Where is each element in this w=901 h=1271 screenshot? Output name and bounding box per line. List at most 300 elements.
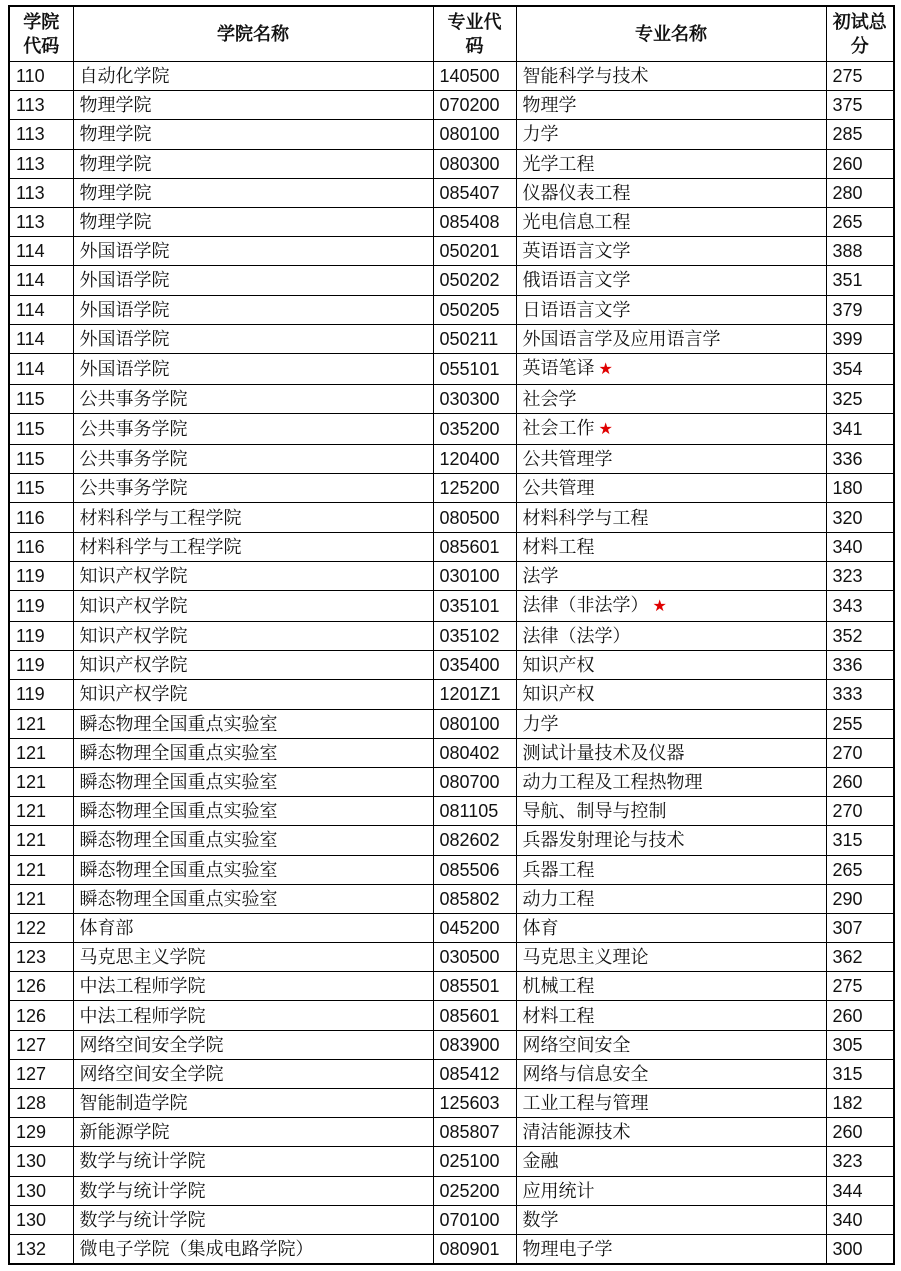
major-name: 工业工程与管理 (522, 1093, 649, 1114)
header-total-score: 初试总分 (826, 6, 894, 62)
major-name: 力学 (522, 713, 559, 734)
college-name-cell (73, 972, 433, 1001)
major-code-cell (433, 972, 516, 1001)
major-code-cell (433, 1176, 516, 1205)
major-code-cell (433, 622, 516, 651)
major-name-cell (516, 622, 826, 651)
college-code-cell (9, 709, 73, 738)
table-row (9, 91, 894, 120)
major-name-cell (516, 709, 826, 738)
college-name-cell (73, 503, 433, 532)
total-score: 362 (832, 947, 863, 968)
table-row (9, 561, 894, 590)
major-name-cell (516, 884, 826, 913)
college-name-cell (73, 237, 433, 266)
major-code: 085407 (439, 182, 500, 203)
college-name: 材料科学与工程学院 (79, 507, 242, 528)
total-score: 315 (832, 830, 863, 851)
college-code: 121 (16, 859, 47, 880)
major-name-cell (516, 1059, 826, 1088)
college-code-cell (9, 120, 73, 149)
college-name: 物理学院 (79, 212, 152, 233)
total-score-cell (826, 1059, 894, 1088)
major-name: 金融 (522, 1151, 559, 1172)
table-row (9, 414, 894, 445)
college-name: 外国语学院 (79, 358, 170, 379)
major-name-cell (516, 1030, 826, 1059)
college-name-cell (73, 414, 433, 445)
college-name: 瞬态物理全国重点实验室 (79, 742, 278, 763)
major-name-cell (516, 767, 826, 796)
major-code-cell (433, 414, 516, 445)
college-code-cell (9, 178, 73, 207)
table-row (9, 1118, 894, 1147)
total-score-cell (826, 943, 894, 972)
college-name-cell (73, 797, 433, 826)
table-row (9, 295, 894, 324)
college-name-cell (73, 1118, 433, 1147)
college-code-cell (9, 622, 73, 651)
college-code-cell (9, 414, 73, 445)
college-code: 114 (16, 270, 45, 291)
table-row (9, 62, 894, 91)
college-name: 公共事务学院 (79, 478, 188, 499)
college-code-cell (9, 767, 73, 796)
major-code: 080100 (439, 124, 500, 145)
major-name: 公共管理 (522, 478, 595, 499)
college-code: 115 (16, 449, 45, 470)
total-score-cell (826, 295, 894, 324)
college-code-cell (9, 384, 73, 413)
college-code: 113 (16, 212, 45, 233)
major-name: 光学工程 (522, 153, 595, 174)
total-score: 340 (832, 1209, 863, 1230)
major-code: 085408 (439, 212, 500, 233)
major-name-cell (516, 1147, 826, 1176)
major-code-cell (433, 913, 516, 942)
table-row (9, 767, 894, 796)
major-name-cell (516, 324, 826, 353)
college-code-cell (9, 797, 73, 826)
major-code-cell (433, 474, 516, 503)
college-code-cell (9, 913, 73, 942)
college-name-cell (73, 1001, 433, 1030)
table-row (9, 178, 894, 207)
college-code: 121 (16, 830, 47, 851)
major-name: 导航、制导与控制 (522, 801, 667, 822)
total-score: 323 (832, 1151, 863, 1172)
major-name-cell (516, 474, 826, 503)
total-score-cell (826, 884, 894, 913)
table-row (9, 913, 894, 942)
major-name: 体育 (522, 917, 559, 938)
major-name: 兵器工程 (522, 859, 595, 880)
college-name-cell (73, 709, 433, 738)
total-score-cell (826, 1147, 894, 1176)
total-score-cell (826, 149, 894, 178)
college-code-cell (9, 324, 73, 353)
total-score: 300 (832, 1239, 863, 1260)
college-name-cell (73, 91, 433, 120)
college-code: 122 (16, 917, 47, 938)
college-name: 外国语学院 (79, 299, 170, 320)
table-row (9, 503, 894, 532)
major-code-cell (433, 149, 516, 178)
college-code: 130 (16, 1180, 47, 1201)
total-score: 351 (832, 270, 863, 291)
major-code-cell (433, 324, 516, 353)
college-name: 新能源学院 (79, 1122, 170, 1143)
header-major-code: 专业代码 (433, 6, 516, 62)
college-code: 113 (16, 182, 45, 203)
table-row (9, 353, 894, 384)
table-row (9, 1176, 894, 1205)
major-code-cell (433, 767, 516, 796)
major-code: 140500 (439, 66, 500, 87)
table-row (9, 826, 894, 855)
total-score-cell (826, 324, 894, 353)
college-name: 瞬态物理全国重点实验室 (79, 888, 278, 909)
college-name: 体育部 (79, 917, 134, 938)
college-code-cell (9, 1089, 73, 1118)
table-row (9, 1089, 894, 1118)
total-score-cell (826, 62, 894, 91)
table-row (9, 237, 894, 266)
total-score-cell (826, 591, 894, 622)
college-code: 113 (16, 124, 45, 145)
college-name-cell (73, 884, 433, 913)
major-code: 025100 (439, 1151, 500, 1172)
major-name-cell (516, 1234, 826, 1264)
total-score: 379 (832, 299, 863, 320)
total-score-cell (826, 1030, 894, 1059)
major-name: 材料工程 (522, 1005, 595, 1026)
college-name-cell (73, 591, 433, 622)
college-name: 数学与统计学院 (79, 1151, 206, 1172)
major-name-cell (516, 972, 826, 1001)
major-code: 070100 (439, 1209, 500, 1230)
college-code-cell (9, 1205, 73, 1234)
major-name: 社会学 (522, 388, 577, 409)
table-row (9, 532, 894, 561)
college-code-cell (9, 237, 73, 266)
major-code-cell (433, 855, 516, 884)
college-code-cell (9, 1059, 73, 1088)
table-row (9, 120, 894, 149)
major-name-cell (516, 532, 826, 561)
total-score: 180 (832, 478, 863, 499)
total-score-cell (826, 353, 894, 384)
college-name: 外国语学院 (79, 241, 170, 262)
major-code-cell (433, 1001, 516, 1030)
college-name: 公共事务学院 (79, 449, 188, 470)
college-name-cell (73, 1089, 433, 1118)
major-code-cell (433, 826, 516, 855)
major-code-cell (433, 384, 516, 413)
major-name-cell (516, 295, 826, 324)
total-score: 307 (832, 917, 863, 938)
college-code-cell (9, 149, 73, 178)
major-name-cell (516, 414, 826, 445)
table-row (9, 738, 894, 767)
major-name: 仪器仪表工程 (522, 182, 631, 203)
college-code: 129 (16, 1122, 47, 1143)
college-name-cell (73, 1030, 433, 1059)
college-code: 126 (16, 1005, 47, 1026)
major-code: 125603 (439, 1093, 500, 1114)
total-score: 340 (832, 536, 863, 557)
total-score-cell (826, 120, 894, 149)
major-name: 知识产权 (522, 684, 595, 705)
college-name-cell (73, 561, 433, 590)
star-icon: ★ (598, 421, 613, 439)
total-score: 375 (832, 95, 863, 116)
college-name: 公共事务学院 (79, 419, 188, 440)
major-name-cell (516, 266, 826, 295)
total-score: 255 (832, 713, 863, 734)
major-name-cell (516, 1176, 826, 1205)
total-score: 260 (832, 772, 863, 793)
major-name: 公共管理学 (522, 449, 613, 470)
college-name-cell (73, 149, 433, 178)
major-code: 030500 (439, 947, 500, 968)
major-code-cell (433, 295, 516, 324)
major-code: 035101 (439, 596, 500, 616)
major-code: 080300 (439, 153, 500, 174)
college-code-cell (9, 651, 73, 680)
major-name-cell (516, 1089, 826, 1118)
total-score: 270 (832, 742, 863, 763)
college-name-cell (73, 178, 433, 207)
major-code: 080901 (439, 1239, 500, 1260)
total-score-cell (826, 178, 894, 207)
college-name-cell (73, 120, 433, 149)
college-code-cell (9, 1234, 73, 1264)
table-row (9, 266, 894, 295)
college-name-cell (73, 295, 433, 324)
college-code-cell (9, 1030, 73, 1059)
table-row (9, 1147, 894, 1176)
college-name-cell (73, 1234, 433, 1264)
college-code: 121 (16, 713, 47, 734)
major-code-cell (433, 62, 516, 91)
total-score: 280 (832, 182, 863, 203)
total-score: 399 (832, 328, 863, 349)
major-code: 025200 (439, 1180, 500, 1201)
table-row (9, 1234, 894, 1264)
total-score: 260 (832, 1122, 863, 1143)
major-name: 法律（法学） (522, 626, 631, 647)
college-code: 121 (16, 801, 47, 822)
header-college-code: 学院代码 (9, 6, 73, 62)
major-code-cell (433, 884, 516, 913)
total-score: 315 (832, 1063, 863, 1084)
total-score: 341 (832, 419, 863, 440)
college-code: 130 (16, 1151, 47, 1172)
college-code: 121 (16, 888, 47, 909)
total-score: 265 (832, 212, 863, 233)
college-name-cell (73, 353, 433, 384)
major-name: 物理电子学 (522, 1239, 613, 1260)
college-name-cell (73, 474, 433, 503)
major-code: 080700 (439, 772, 500, 793)
college-code-cell (9, 972, 73, 1001)
major-name: 外国语言学及应用语言学 (522, 328, 721, 349)
college-name: 智能制造学院 (79, 1093, 188, 1114)
total-score-cell (826, 972, 894, 1001)
major-name-cell (516, 237, 826, 266)
college-name: 网络空间安全学院 (79, 1034, 224, 1055)
major-code-cell (433, 709, 516, 738)
major-code: 070200 (439, 95, 500, 116)
college-code-cell (9, 826, 73, 855)
major-code-cell (433, 1118, 516, 1147)
total-score-cell (826, 622, 894, 651)
table-row (9, 207, 894, 236)
major-name-cell (516, 943, 826, 972)
major-name: 智能科学与技术 (522, 66, 649, 87)
college-name: 外国语学院 (79, 328, 170, 349)
college-name: 瞬态物理全国重点实验室 (79, 713, 278, 734)
major-name: 英语语言文学 (522, 241, 631, 262)
major-name-cell (516, 651, 826, 680)
college-name: 物理学院 (79, 153, 152, 174)
total-score: 275 (832, 976, 863, 997)
major-code: 050205 (439, 299, 500, 320)
major-name-cell (516, 1001, 826, 1030)
college-code-cell (9, 680, 73, 709)
college-code: 115 (16, 478, 45, 499)
major-code: 085807 (439, 1122, 500, 1143)
total-score-cell (826, 738, 894, 767)
major-code: 035400 (439, 655, 500, 676)
major-code-cell (433, 797, 516, 826)
major-code-cell (433, 1234, 516, 1264)
college-code: 121 (16, 772, 47, 793)
major-code: 120400 (439, 449, 500, 470)
major-code-cell (433, 1059, 516, 1088)
major-code: 085601 (439, 1005, 500, 1026)
total-score: 333 (832, 684, 863, 705)
table-body (9, 62, 894, 1265)
table-row (9, 709, 894, 738)
college-name: 物理学院 (79, 95, 152, 116)
college-name: 数学与统计学院 (79, 1209, 206, 1230)
college-code-cell (9, 1118, 73, 1147)
college-code-cell (9, 207, 73, 236)
total-score-cell (826, 532, 894, 561)
college-code: 114 (16, 299, 45, 320)
table-row (9, 855, 894, 884)
college-name-cell (73, 651, 433, 680)
major-name-cell (516, 91, 826, 120)
college-code-cell (9, 943, 73, 972)
total-score-cell (826, 1001, 894, 1030)
college-name-cell (73, 266, 433, 295)
total-score: 285 (832, 124, 863, 145)
major-code-cell (433, 1147, 516, 1176)
college-code-cell (9, 1176, 73, 1205)
major-code-cell (433, 591, 516, 622)
total-score-cell (826, 1118, 894, 1147)
major-code: 080100 (439, 713, 500, 734)
total-score-cell (826, 709, 894, 738)
major-code-cell (433, 503, 516, 532)
major-code-cell (433, 266, 516, 295)
total-score-cell (826, 680, 894, 709)
total-score: 305 (832, 1034, 863, 1055)
total-score: 323 (832, 565, 863, 586)
major-code-cell (433, 943, 516, 972)
major-name-cell (516, 149, 826, 178)
total-score-cell (826, 1176, 894, 1205)
major-name-cell (516, 913, 826, 942)
college-name-cell (73, 532, 433, 561)
college-code: 130 (16, 1209, 47, 1230)
major-name: 动力工程 (522, 888, 595, 909)
total-score: 260 (832, 1005, 863, 1026)
college-code: 132 (16, 1239, 47, 1260)
college-code-cell (9, 474, 73, 503)
total-score-cell (826, 767, 894, 796)
college-name-cell (73, 826, 433, 855)
college-code: 119 (16, 684, 45, 705)
major-name-cell (516, 797, 826, 826)
major-name-cell (516, 445, 826, 474)
college-code-cell (9, 266, 73, 295)
total-score: 388 (832, 241, 863, 262)
college-name-cell (73, 1147, 433, 1176)
major-code: 085412 (439, 1063, 500, 1084)
major-name: 数学 (522, 1209, 559, 1230)
college-code: 116 (16, 507, 45, 528)
major-name: 动力工程及工程热物理 (522, 772, 703, 793)
major-name-cell (516, 353, 826, 384)
total-score: 270 (832, 801, 863, 822)
college-code: 119 (16, 596, 45, 616)
college-name: 微电子学院（集成电路学院） (79, 1239, 314, 1260)
college-name-cell (73, 767, 433, 796)
major-code: 050211 (439, 328, 499, 349)
table-row (9, 324, 894, 353)
major-name-cell (516, 503, 826, 532)
college-name-cell (73, 324, 433, 353)
college-name-cell (73, 680, 433, 709)
table-row (9, 445, 894, 474)
major-code-cell (433, 680, 516, 709)
college-code: 119 (16, 655, 45, 676)
college-code: 127 (16, 1034, 47, 1055)
major-code: 050201 (439, 241, 500, 262)
total-score-cell (826, 414, 894, 445)
major-name: 社会工作 (522, 418, 595, 439)
college-code: 114 (16, 241, 45, 262)
total-score-cell (826, 561, 894, 590)
major-name-cell (516, 120, 826, 149)
college-code-cell (9, 503, 73, 532)
college-name-cell (73, 1205, 433, 1234)
major-name-cell (516, 591, 826, 622)
total-score-cell (826, 266, 894, 295)
major-code: 050202 (439, 270, 500, 291)
college-code-cell (9, 884, 73, 913)
header-row (9, 6, 894, 62)
college-name: 知识产权学院 (79, 596, 188, 616)
total-score-cell (826, 855, 894, 884)
college-code-cell (9, 591, 73, 622)
college-name: 材料科学与工程学院 (79, 536, 242, 557)
major-code-cell (433, 1030, 516, 1059)
